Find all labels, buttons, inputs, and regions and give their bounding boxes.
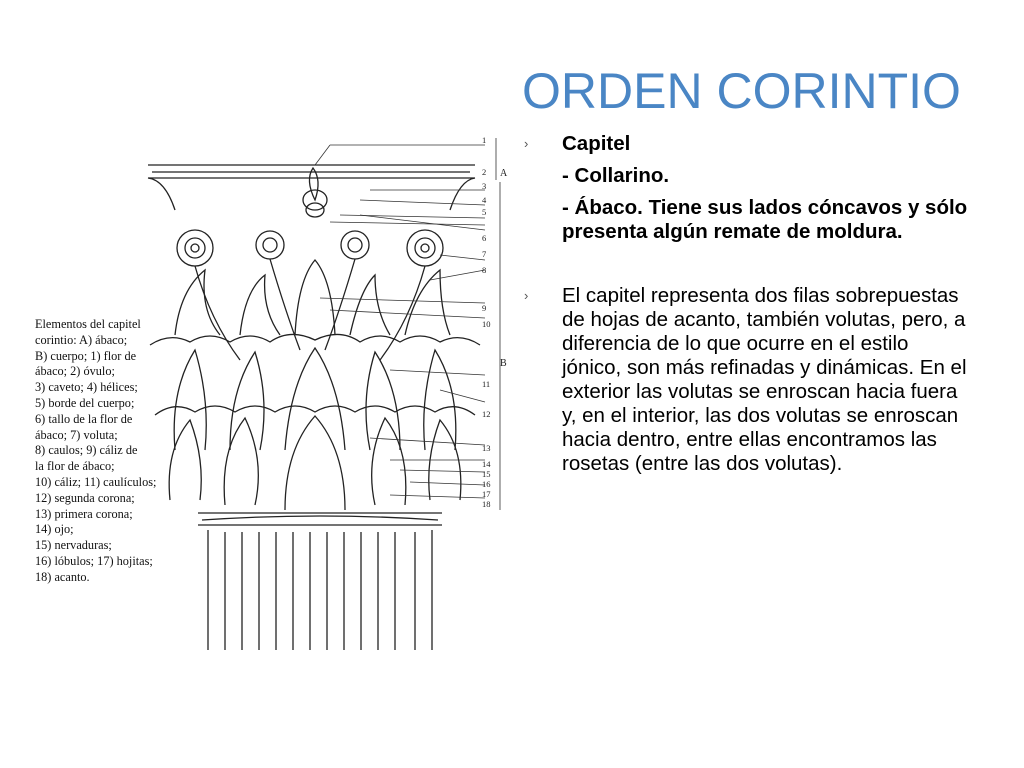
figure-letter-b: B — [500, 358, 507, 369]
legend-line: 5) borde del cuerpo; — [35, 395, 135, 410]
bullet-text: El capitel representa dos filas sobrepuestas de hojas de acanto, también volutas, pero, a diferencia de lo que ocurre en el estilo jónico, son más refinadas y dinámicas. En el exterior las volutas se enroscan hacia fuera y, en el interior, las dos volutas se enroscan hacia dentro, entre ellas encontramos las rosetas (entre las dos volutas). — [562, 284, 967, 475]
legend-line: ábaco; 7) voluta; — [35, 427, 118, 442]
sub-item-abaco: - Ábaco. Tiene sus lados cóncavos y sólo presenta algún remate de moldura. — [562, 196, 968, 243]
legend-line: ábaco; 2) óvulo; — [35, 364, 115, 379]
legend-line: 15) nervaduras; — [35, 538, 112, 553]
legend-line: 12) segunda corona; — [35, 490, 135, 505]
figure-number: 10 — [482, 319, 491, 329]
figure-number: 12 — [482, 409, 491, 419]
legend-line: 10) cáliz; 11) caulículos; — [35, 474, 157, 489]
figure-number-labels — [482, 134, 491, 510]
figure-number: 1 — [482, 135, 487, 145]
figure-number: 2 — [482, 167, 487, 177]
legend-line: corintio: A) ábaco; — [35, 332, 128, 347]
slide-title: ORDEN CORINTIO — [522, 63, 961, 119]
bullet-capitel — [524, 132, 969, 156]
legend-line: 18) acanto. — [35, 569, 90, 584]
figure-number: 4 — [482, 195, 487, 205]
figure-number: 6 — [482, 233, 487, 243]
figure-number: 17 — [482, 489, 491, 499]
legend-line: 14) ojo; — [35, 522, 74, 537]
legend-line: Elementos del capitel — [35, 317, 141, 331]
sub-item-collarino: - Collarino. — [562, 164, 670, 187]
legend-line: 16) lóbulos; 17) hojitas; — [35, 553, 153, 568]
figure-number: 15 — [482, 469, 491, 479]
figure-number: 13 — [482, 443, 491, 453]
legend-line: 13) primera corona; — [35, 506, 133, 521]
figure-number: 14 — [482, 459, 491, 469]
figure-number: 8 — [482, 265, 487, 275]
bullet-description — [524, 284, 969, 476]
figure-letter-a: A — [500, 168, 508, 179]
legend-line: 8) caulos; 9) cáliz de — [35, 443, 138, 458]
figure-number: 18 — [482, 499, 491, 509]
figure-number: 5 — [482, 207, 487, 217]
figure-number: 9 — [482, 303, 487, 313]
bullet-marker: › — [524, 288, 529, 303]
figure-number: 16 — [482, 479, 491, 489]
legend-line: 3) caveto; 4) hélices; — [35, 380, 138, 395]
legend-line: B) cuerpo; 1) flor de — [35, 348, 137, 363]
figure-number: 7 — [482, 249, 487, 259]
bullet-marker: › — [524, 136, 529, 151]
figure-number: 3 — [482, 181, 487, 191]
legend-line: la flor de ábaco; — [35, 459, 115, 474]
slide-body — [524, 132, 969, 476]
figure-number: 11 — [482, 379, 491, 389]
figure-legend — [35, 317, 170, 586]
legend-line: 6) tallo de la flor de — [35, 411, 133, 426]
bullet-heading: Capitel — [562, 132, 631, 155]
